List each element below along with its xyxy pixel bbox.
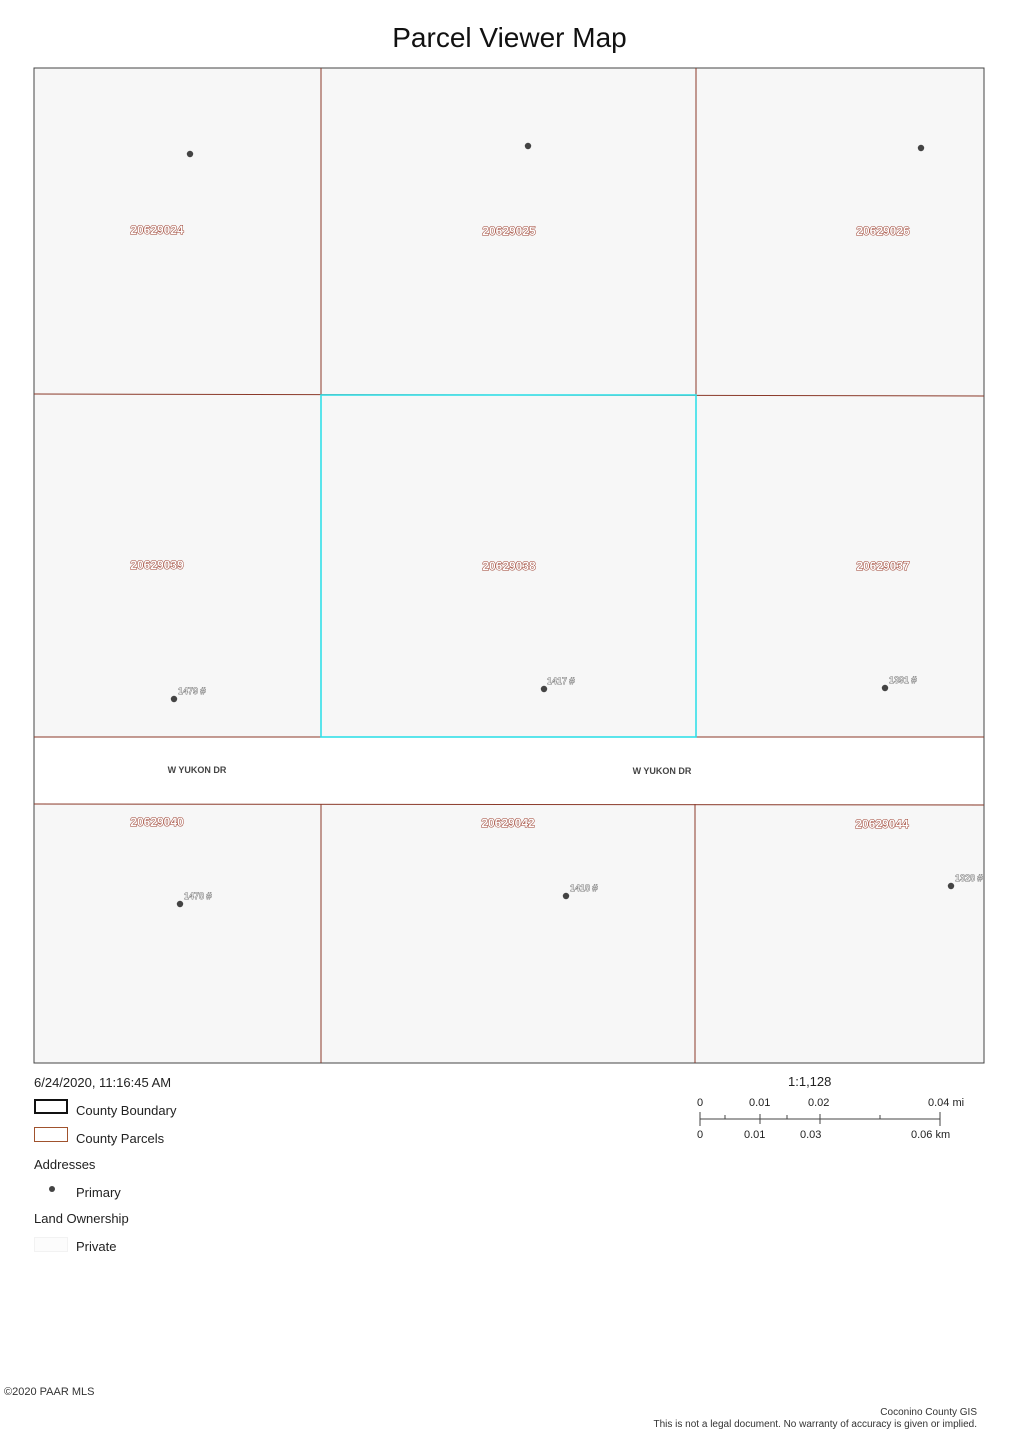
scale-bar: [695, 1110, 945, 1130]
address-point: [177, 901, 183, 907]
legend-addresses-heading: Addresses: [34, 1157, 96, 1172]
road-label: W YUKON DR: [632, 766, 692, 776]
address-label: 1391 #: [889, 675, 917, 685]
legend-county-boundary: County Boundary: [76, 1103, 177, 1118]
parcel-label: 20629025: [482, 224, 536, 238]
address-point: [525, 143, 531, 149]
address-label: 1418 #: [570, 883, 598, 893]
data-source: Coconino County GIS: [880, 1407, 977, 1418]
address-label: 1479 #: [178, 686, 206, 696]
address-point: [882, 685, 888, 691]
copyright-notice: ©2020 PAAR MLS: [4, 1386, 95, 1398]
page-title: Parcel Viewer Map: [392, 22, 627, 53]
legend-land-ownership-heading: Land Ownership: [34, 1211, 129, 1226]
parcel-label: 20629044: [855, 817, 909, 831]
address-label: 1328 #: [955, 873, 983, 883]
county-parcels-swatch: [34, 1127, 68, 1142]
address-point: [187, 151, 193, 157]
scale-mi-tick: 0.01: [749, 1097, 771, 1109]
parcel-label: 20629037: [856, 559, 910, 573]
scale-km-tick: 0.01: [744, 1129, 766, 1141]
address-label: 1417 #: [547, 676, 575, 686]
parcel-label: 20629024: [130, 223, 184, 237]
scale-mi-tick: 0: [697, 1097, 704, 1109]
parcel-label: 20629040: [130, 815, 184, 829]
county-boundary-swatch: [34, 1099, 68, 1114]
road-label: W YUKON DR: [167, 765, 227, 775]
address-point: [541, 686, 547, 692]
address-point: [171, 696, 177, 702]
scale-km-tick: 0: [697, 1129, 704, 1141]
address-label: 1478 #: [184, 891, 212, 901]
address-point: [918, 145, 924, 151]
parcel-label: 20629042: [481, 816, 535, 830]
scale-mi-tick: 0.02: [808, 1097, 830, 1109]
legend-private: Private: [76, 1239, 117, 1254]
address-point: [948, 883, 954, 889]
disclaimer: This is not a legal document. No warranty of accuracy is given or implied.: [653, 1419, 977, 1430]
scale-ratio: 1:1,128: [788, 1074, 832, 1089]
private-swatch: [34, 1237, 68, 1252]
scale-km-tick: 0.06 km: [911, 1129, 951, 1141]
map-timestamp: 6/24/2020, 11:16:45 AM: [34, 1075, 172, 1090]
address-point: [563, 893, 569, 899]
parcel-label: 20629039: [130, 558, 184, 572]
legend-primary: Primary: [76, 1185, 121, 1200]
scale-mi-tick: 0.04 mi: [928, 1097, 965, 1109]
primary-address-dot-icon: [49, 1186, 55, 1192]
scale-km-tick: 0.03: [800, 1129, 822, 1141]
parcel-label: 20629026: [856, 224, 910, 238]
parcel-label: 20629038: [482, 559, 536, 573]
legend-county-parcels: County Parcels: [76, 1131, 165, 1146]
